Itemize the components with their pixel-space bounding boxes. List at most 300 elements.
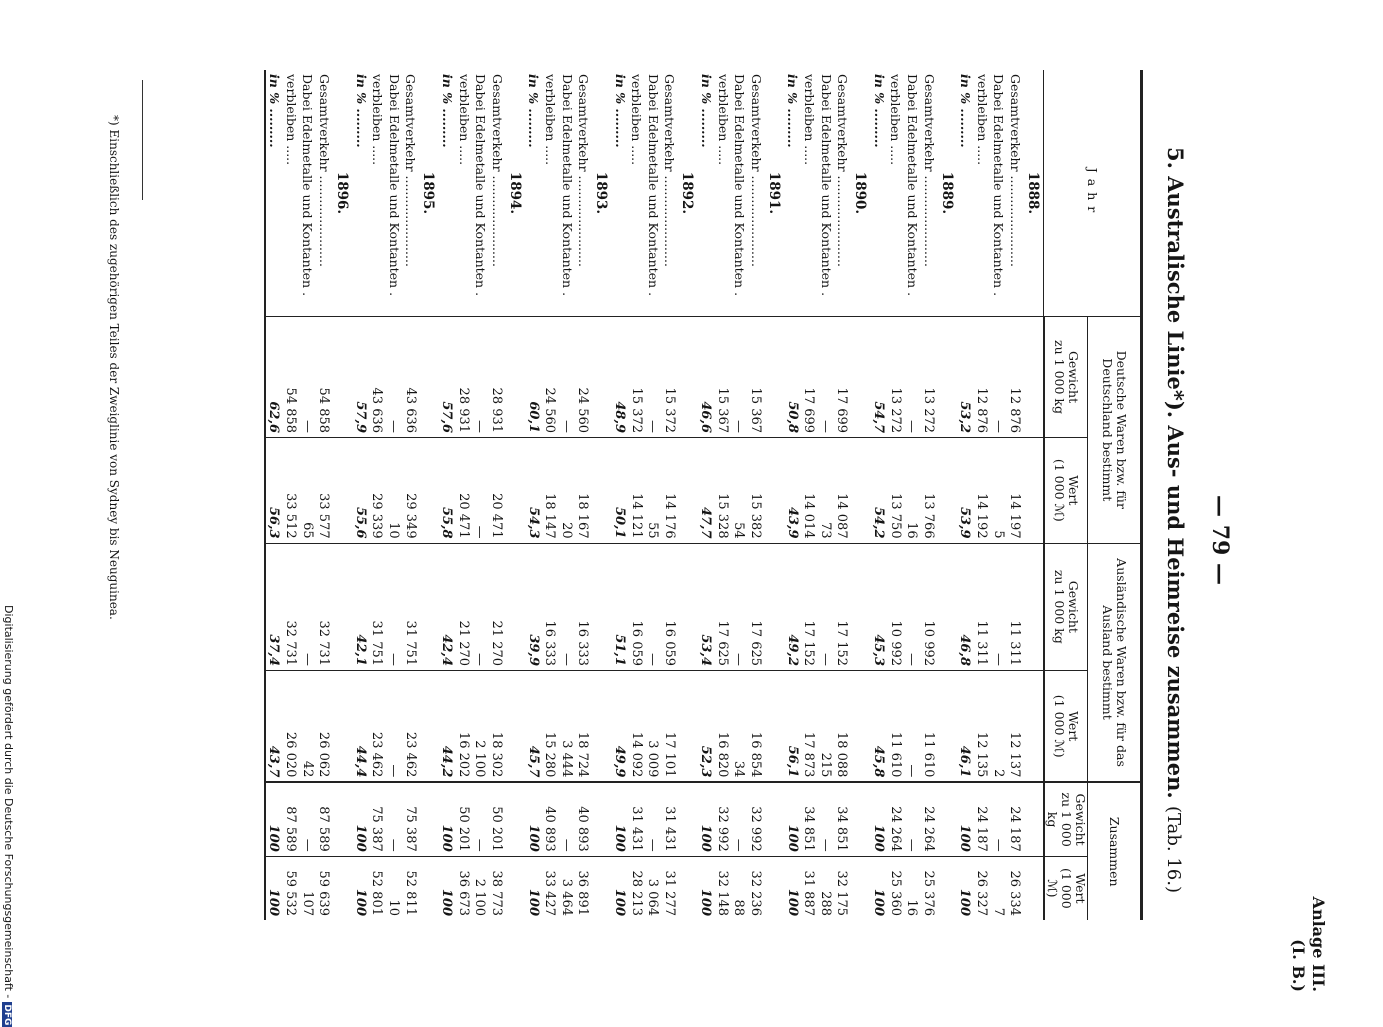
footnote: *) Einschließlich des zugehörigen Teiles der Zweiglinie von Sydney bis Neuguinea. [107,115,121,620]
table-cell: 32 992 [747,782,764,856]
table-cell: 87 589 [315,782,332,856]
precious-metals-row [731,70,748,920]
table-cell: — [903,543,920,670]
table-cell: 14 176 [661,438,678,544]
table-cell: 15 328 [714,438,731,544]
row-label: Dabei Edelmetalle und Kontanten . [300,74,316,297]
table-cell: 44,2 [438,671,455,783]
table-cell: 53,9 [957,438,974,544]
dfg-logo: DFG [2,1004,12,1026]
table-cell: 100 [784,782,801,856]
table-cell: 75 387 [369,782,386,856]
table-cell: 23 462 [402,671,419,783]
table-cell: 100 [611,856,628,920]
precious-metals-row [644,70,661,920]
row-label: verbleiben ..... [370,74,386,166]
row-label: Gesamtverkehr ....................... [317,74,332,267]
table-cell: 17 625 [747,543,764,670]
weight-header: Gewicht zu 1 000 kg [1044,543,1088,670]
empty-cell [591,671,611,783]
empty-cell [850,438,870,544]
remaining-row [369,70,386,920]
table-cell: 100 [784,856,801,920]
row-label: in % ......... [699,74,715,148]
table-cell: 28 931 [488,317,505,438]
table-cell: — [644,782,661,856]
empty-cell [332,438,352,544]
table-cell: 52 811 [402,856,419,920]
remaining-row [541,70,558,920]
row-label: Dabei Edelmetalle und Kontanten . [645,74,661,297]
empty-cell [1023,317,1044,438]
empty-cell [850,671,870,783]
table-cell: 24 560 [541,317,558,438]
table-cell: 100 [698,856,715,920]
total-traffic-row [575,70,592,920]
empty-cell [591,782,611,856]
table-cell: 16 059 [628,543,645,670]
table-cell: 3 009 [644,671,661,783]
empty-cell [1023,856,1044,920]
row-label: in % ......... [526,74,542,148]
table-cell: — [731,782,748,856]
table-cell: 54,3 [525,438,542,544]
percent-row [784,70,801,920]
annex-line-2: (I. B.) [1289,939,1308,992]
foreign-goods-header: Ausländische Waren bzw. für das Ausland bestimmt [1088,543,1142,782]
row-label: Gesamtverkehr ....................... [1008,74,1023,267]
table-cell: 34 851 [834,782,851,856]
table-cell: 50,8 [784,317,801,438]
percent-row [438,70,455,920]
table-cell: 18 147 [541,438,558,544]
table-cell: 11 610 [887,671,904,783]
table-cell: 42,4 [438,543,455,670]
table-cell: 13 750 [887,438,904,544]
empty-cell [505,856,525,920]
table-cell: 15 280 [541,671,558,783]
table-cell: 17 699 [834,317,851,438]
table-cell: 60,1 [525,317,542,438]
table-cell: 100 [698,782,715,856]
table-cell: 12 876 [1006,317,1023,438]
empty-cell [418,317,438,438]
row-label: Dabei Edelmetalle und Kontanten . [473,74,489,297]
table-cell: 33 512 [282,438,299,544]
table-cell: 100 [438,856,455,920]
year-row [418,70,438,920]
table-cell: 56,1 [784,671,801,783]
section-title: 5. Australische Linie*). [1163,147,1188,419]
table-cell: 3 064 [644,856,661,920]
table-cell: 42 [299,671,316,783]
table-cell: 100 [957,856,974,920]
table-cell: 55 [644,438,661,544]
table-cell: 100 [525,856,542,920]
table-cell: 38 773 [488,856,505,920]
table-cell: 16 202 [455,671,472,783]
statistics-table [264,70,1143,920]
table-cell: — [385,782,402,856]
table-cell: 28 213 [628,856,645,920]
empty-cell [505,317,525,438]
year-label: 1890. [852,171,869,215]
table-cell: 17 699 [800,317,817,438]
table-cell: — [903,782,920,856]
empty-cell [418,438,438,544]
row-label: Gesamtverkehr ....................... [489,74,505,267]
table-cell: 14 197 [1006,438,1023,544]
table-cell: 17 625 [714,543,731,670]
empty-cell [332,317,352,438]
empty-cell [418,543,438,670]
empty-cell [764,438,784,544]
table-cell: 100 [438,782,455,856]
table-cell: 10 992 [920,543,937,670]
table-cell: 32 731 [315,543,332,670]
percent-row [698,70,715,920]
empty-cell [764,782,784,856]
table-cell: 54 858 [282,317,299,438]
total-traffic-row [834,70,851,920]
table-cell: 17 101 [661,671,678,783]
precious-metals-row [299,70,316,920]
remaining-row [455,70,472,920]
table-cell: 31 277 [661,856,678,920]
table-cell: 43,9 [784,438,801,544]
empty-cell [1023,543,1044,670]
table-cell: — [990,543,1007,670]
table-cell: 20 471 [455,438,472,544]
table-cell: — [731,317,748,438]
row-label: in % ......... [353,74,369,148]
empty-cell [937,438,957,544]
table-cell: 12 137 [1006,671,1023,783]
table-cell: 16 333 [541,543,558,670]
row-label: Dabei Edelmetalle und Kontanten . [386,74,402,297]
empty-cell [332,856,352,920]
table-cell: 44,4 [352,671,369,783]
table-cell: — [817,317,834,438]
table-cell: — [903,671,920,783]
year-label: 1888. [1025,171,1042,215]
empty-cell [764,543,784,670]
table-cell: 42,1 [352,543,369,670]
digitization-imprint [2,605,15,1027]
table-cell: 62,6 [265,317,283,438]
table-cell: 26 334 [1006,856,1023,920]
table-cell: 16 059 [661,543,678,670]
table-cell: 14 192 [973,438,990,544]
table-cell: 2 100 [472,671,489,783]
table-cell: — [644,317,661,438]
empty-cell [678,543,698,670]
table-cell: 29 339 [369,438,386,544]
precious-metals-row [990,70,1007,920]
row-label: Dabei Edelmetalle und Kontanten . [818,74,834,297]
table-cell: 16 820 [714,671,731,783]
year-label: 1893. [593,171,610,215]
table-cell: 23 462 [369,671,386,783]
total-traffic-row [315,70,332,920]
table-cell: 5 [990,438,1007,544]
table-cell: 56,3 [265,438,283,544]
section-subtitle: Aus- und Heimreise zusammen. [1163,425,1188,799]
table-cell: — [472,317,489,438]
table-cell: 36 673 [455,856,472,920]
empty-cell [937,671,957,783]
table-cell: 31 887 [800,856,817,920]
table-cell: 15 367 [747,317,764,438]
table-cell: — [299,782,316,856]
table-cell: 2 [990,671,1007,783]
table-cell: 13 766 [920,438,937,544]
table-cell: — [990,782,1007,856]
precious-metals-row [472,70,489,920]
table-cell: 3 444 [558,671,575,783]
table-cell: 18 302 [488,671,505,783]
row-label: in % ......... [871,74,887,148]
table-cell: — [385,671,402,783]
row-label: Gesamtverkehr ....................... [921,74,937,267]
table-cell: 50,1 [611,438,628,544]
percent-row [525,70,542,920]
table-cell: 18 088 [834,671,851,783]
table-body [265,70,1044,920]
total-traffic-row [1006,70,1023,920]
table-cell: 24 187 [1006,782,1023,856]
year-label: 1894. [506,171,523,215]
table-cell: 100 [265,782,283,856]
weight-header: Gewicht zu 1 000 kg [1044,782,1088,856]
table-cell: — [299,543,316,670]
empty-cell [937,317,957,438]
table-cell: — [472,438,489,544]
table-cell: 88 [731,856,748,920]
table-cell: — [903,317,920,438]
row-label: verbleiben ..... [888,74,904,166]
row-label: Gesamtverkehr ....................... [662,74,678,267]
table-cell: 20 [558,438,575,544]
table-cell: 51,1 [611,543,628,670]
empty-cell [418,856,438,920]
table-cell: 14 121 [628,438,645,544]
empty-cell [678,782,698,856]
row-label: verbleiben ..... [456,74,472,166]
row-label: Dabei Edelmetalle und Kontanten . [732,74,748,297]
table-cell: — [558,543,575,670]
table-cell: 107 [299,856,316,920]
table-cell: 16 [903,438,920,544]
remaining-row [714,70,731,920]
table-cell: 26 327 [973,856,990,920]
table-cell: 18 167 [575,438,592,544]
table-cell: 43 636 [369,317,386,438]
table-cell: 43,7 [265,671,283,783]
table-cell: 54 [731,438,748,544]
total-traffic-row [402,70,419,920]
table-cell: 17 873 [800,671,817,783]
percent-row [352,70,369,920]
table-cell: 73 [817,438,834,544]
table-cell: 75 387 [402,782,419,856]
table-cell: 215 [817,671,834,783]
table-cell: 28 931 [455,317,472,438]
table-cell: 54 858 [315,317,332,438]
year-label: 1896. [334,171,350,215]
precious-metals-row [385,70,402,920]
table-cell: 55,6 [352,438,369,544]
year-label: 1889. [938,171,955,215]
row-label: in % ......... [785,74,801,148]
table-cell: 48,9 [611,317,628,438]
table-cell: 57,6 [438,317,455,438]
table-cell: 55,8 [438,438,455,544]
table-cell: 33 577 [315,438,332,544]
table-cell: — [472,782,489,856]
table-cell: 45,7 [525,671,542,783]
year-row [937,70,957,920]
empty-cell [418,782,438,856]
row-label: Gesamtverkehr ....................... [835,74,851,267]
row-label: in % ......... [439,74,455,148]
table-cell: 32 992 [714,782,731,856]
table-cell: 17 152 [834,543,851,670]
row-label: Dabei Edelmetalle und Kontanten . [559,74,575,297]
table-cell: 100 [957,782,974,856]
year-row [591,70,611,920]
empty-cell [418,671,438,783]
row-label: verbleiben ..... [802,74,818,166]
value-header: Wert (1 000 ℳ) [1044,438,1088,544]
table-cell: — [644,543,661,670]
year-row [850,70,870,920]
empty-cell [764,317,784,438]
row-label: verbleiben ..... [629,74,645,166]
table-cell: 33 427 [541,856,558,920]
table-cell: 36 891 [575,856,592,920]
year-row [678,70,698,920]
german-goods-header: Deutsche Waren bzw. für Deutschland bestimmt [1088,317,1142,544]
row-label: verbleiben ..... [974,74,990,166]
table-cell: 29 349 [402,438,419,544]
table-cell: 20 471 [488,438,505,544]
table-cell: 39,9 [525,543,542,670]
table-cell: 21 270 [488,543,505,670]
table-cell: 52,3 [698,671,715,783]
table-cell: 45,3 [870,543,887,670]
table-cell: 100 [265,856,283,920]
empty-cell [591,856,611,920]
table-cell: 43 636 [402,317,419,438]
table-cell: 10 992 [887,543,904,670]
precious-metals-row [903,70,920,920]
table-cell: — [990,317,1007,438]
percent-row [957,70,974,920]
year-label: 1892. [679,171,696,215]
table-cell: 100 [352,782,369,856]
empty-cell [850,543,870,670]
heading [1163,140,1188,900]
precious-metals-row [817,70,834,920]
empty-cell [591,543,611,670]
year-row [332,70,352,920]
value-header: Wert (1 000 ℳ) [1044,856,1088,920]
table-cell: — [558,782,575,856]
total-traffic-row [488,70,505,920]
empty-cell [505,782,525,856]
table-cell: — [731,543,748,670]
total-traffic-row [920,70,937,920]
remaining-row [282,70,299,920]
percent-row [870,70,887,920]
table-cell: 14 014 [800,438,817,544]
table-cell: 15 372 [628,317,645,438]
table-cell: — [817,782,834,856]
remaining-row [973,70,990,920]
row-label: Dabei Edelmetalle und Kontanten . [991,74,1007,297]
empty-cell [937,543,957,670]
precious-metals-row [558,70,575,920]
table-cell: 31 431 [628,782,645,856]
table-cell: — [299,317,316,438]
table-cell: 7 [990,856,1007,920]
table-cell: 59 639 [315,856,332,920]
table-cell: 53,2 [957,317,974,438]
table-cell: 288 [817,856,834,920]
table-cell: 16 854 [747,671,764,783]
percent-row [265,70,283,920]
year-column-header: Jahr [1044,70,1142,317]
empty-cell [332,543,352,670]
table-cell: 10 [385,856,402,920]
table-cell: 26 062 [315,671,332,783]
table-cell: 25 376 [920,856,937,920]
table-cell: 34 851 [800,782,817,856]
table-cell: 34 [731,671,748,783]
table-cell: 31 751 [369,543,386,670]
year-row [1023,70,1044,920]
table-cell: 100 [870,782,887,856]
table-cell: 17 152 [800,543,817,670]
table-cell: 24 264 [920,782,937,856]
table-cell: — [558,317,575,438]
row-label: Gesamtverkehr ....................... [576,74,592,267]
row-label: in % ......... [612,74,628,148]
remaining-row [887,70,904,920]
empty-cell [850,782,870,856]
table-cell: — [472,543,489,670]
empty-cell [1023,438,1044,544]
empty-cell [764,671,784,783]
table-cell: 11 311 [973,543,990,670]
table-cell: 65 [299,438,316,544]
table-cell: 15 382 [747,438,764,544]
empty-cell [1023,782,1044,856]
year-label: 1895. [420,171,437,215]
row-label: verbleiben ..... [542,74,558,166]
row-label: Gesamtverkehr ....................... [748,74,764,267]
table-cell: 32 148 [714,856,731,920]
table-cell: 21 270 [455,543,472,670]
table-cell: 26 020 [282,671,299,783]
table-cell: 3 464 [558,856,575,920]
table-cell: 12 876 [973,317,990,438]
table-cell: 54,7 [870,317,887,438]
empty-cell [678,671,698,783]
table-cell: — [385,543,402,670]
table-cell: 52 801 [369,856,386,920]
